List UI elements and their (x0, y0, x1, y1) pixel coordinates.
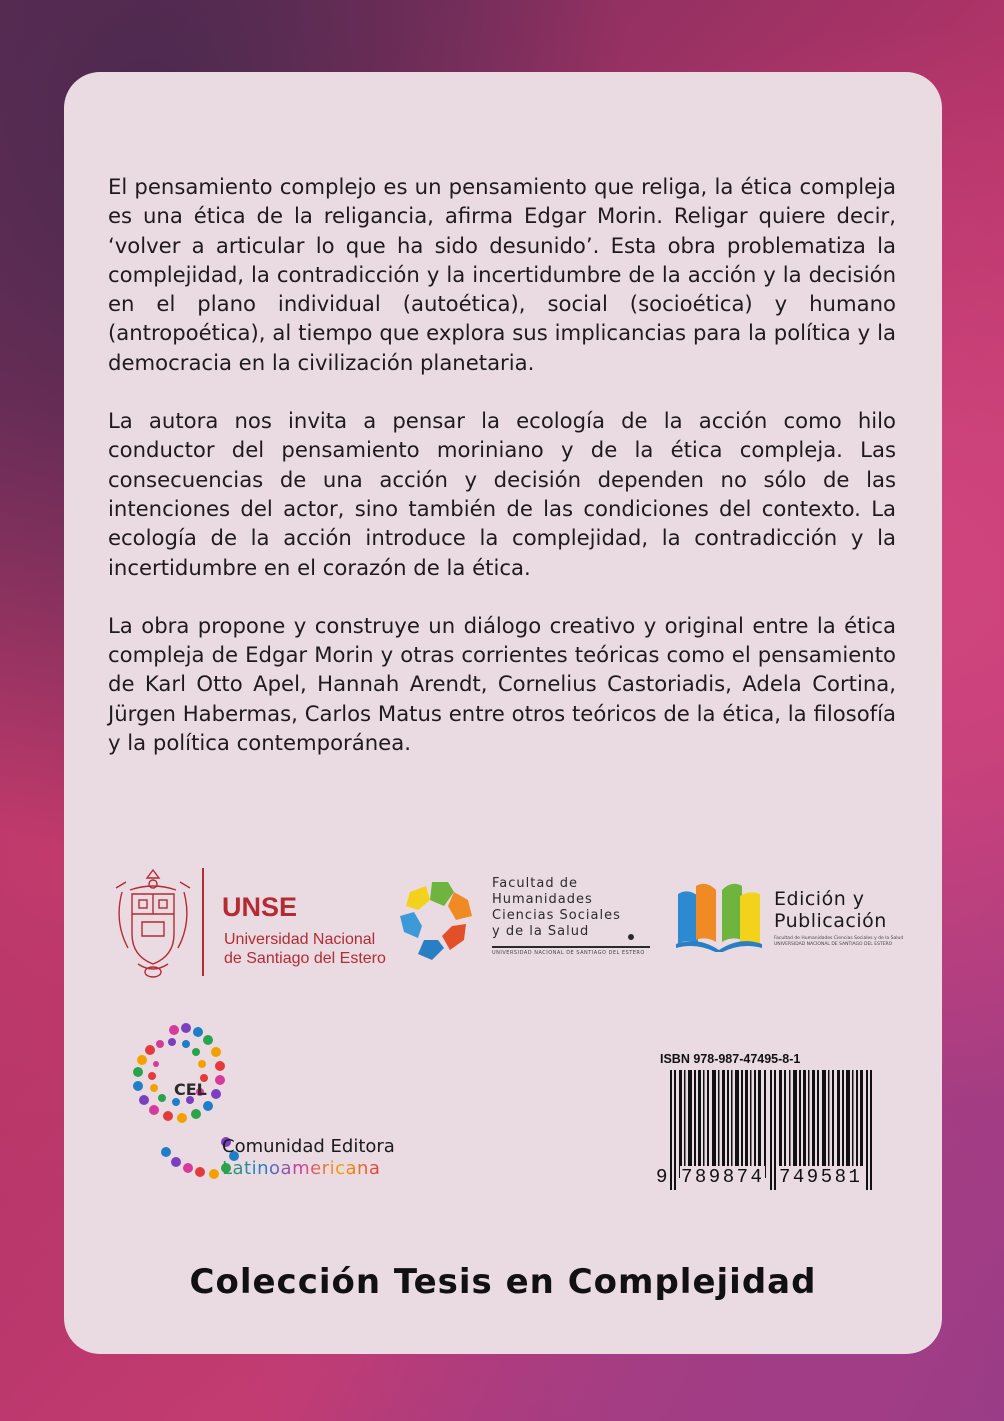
cel-logo (130, 1022, 410, 1182)
cel-line-1: Comunidad Editora (222, 1136, 395, 1157)
isbn-barcode (656, 1052, 896, 1192)
facultad-emblem-icon (396, 876, 488, 968)
unse-subtitle: Universidad Nacional de Santiago del Estero (224, 931, 386, 967)
synopsis-paragraph-3: La obra propone y construye un diálogo creativo y original entre la ética compleja de Edgar Morin y otras corrientes teóricas como el pensamiento de Karl Otto Apel, Hannah Arendt, Cornelius Castoriadis, Adela Cortina, Jürgen Habermas, Carlos Matus entre otros teóricos de la ética, la filosofía y la política contemporánea. (108, 612, 896, 756)
unse-crest-icon (108, 864, 198, 980)
unse-divider (202, 868, 204, 976)
cel-badge: CEL (174, 1080, 207, 1099)
facultad-rule (492, 946, 650, 948)
edicion-subtitle: Facultad de Humanidades Ciencias Sociales y de la Salud UNIVERSIDAD NACIONAL DE SANTIAGO DEL ESTERO (774, 936, 904, 947)
facultad-dot (628, 934, 634, 940)
collection-title: Colección Tesis en Complejidad (189, 1262, 817, 1302)
synopsis (108, 172, 896, 786)
content-panel (64, 72, 942, 1354)
facultad-university: UNIVERSIDAD NACIONAL DE SANTIAGO DEL ESTERO (492, 950, 645, 956)
synopsis-paragraph-1: El pensamiento complejo es un pensamiento que religa, la ética compleja es una ética de la religancia, afirma Edgar Morin. Religar quiere decir, ‘volver a articular lo que ha sido desunido’. Esta obra problematiza la complejidad, la contradicción y la incertidumbre de la acción y la decisión en el plano individual (autoética), social (socioética) y humano (antropoética), al tiempo que explora sus implicancias para la política y la democracia en la civilización planetaria. (108, 174, 896, 375)
isbn-label: ISBN 978-987-47495-8-1 (660, 1052, 801, 1066)
open-book-icon (674, 880, 764, 952)
cel-line-2: Latinoamericana (222, 1158, 381, 1179)
barcode-digits-right: 749581 (779, 1166, 863, 1188)
unse-title: UNSE (222, 892, 298, 922)
barcode-digits-left: 789874 (681, 1166, 765, 1188)
barcode-digit-first: 9 (656, 1166, 668, 1188)
facultad-name: Facultad de Humanidades Ciencias Sociales y de la Salud (492, 876, 621, 939)
edicion-logo (674, 880, 904, 966)
synopsis-paragraph-2: La autora nos invita a pensar la ecología de la acción como hilo conductor del pensamiento moriniano y de la ética compleja. Las consecuencias de una acción y decisión dependen no sólo de las intenciones del actor, sino también de las condiciones del contexto. La ecología de la acción introduce la complejidad, la contradicción y la incertidumbre en el corazón de la ética. (108, 408, 896, 580)
unse-logo (108, 864, 388, 980)
edicion-title: Edición y Publicación (774, 888, 887, 932)
facultad-logo (396, 872, 656, 972)
